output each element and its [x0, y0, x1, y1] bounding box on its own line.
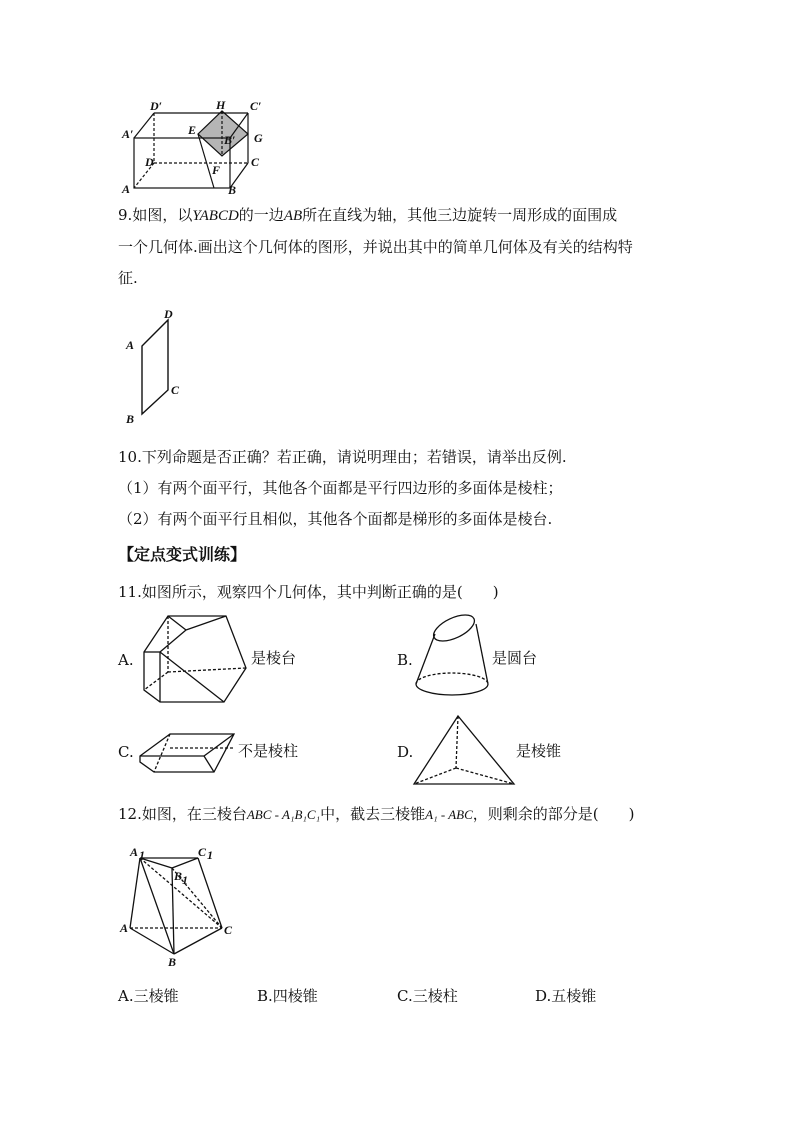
q11-option-d-text: 是棱锥 [516, 742, 562, 760]
frustum-label-b1-sub: 1 [182, 873, 188, 887]
frustum-label-c1: C [198, 845, 207, 859]
label-a: A [122, 182, 131, 196]
q9-line2: 一个几何体.画出这个几何体的图形，并说出其中的简单几何体及有关的结构特 [118, 238, 633, 256]
frustum-label-c1-sub: 1 [207, 848, 213, 862]
q11-option-b-letter: B. [397, 651, 413, 669]
q11-option-a-text: 是棱台 [251, 649, 297, 667]
label-e: E [188, 123, 197, 137]
q10-line3: （2）有两个面平行且相似，其他各个面都是梯形的多面体是棱台. [118, 510, 553, 528]
frustum-label-a1-sub: 1 [139, 848, 145, 862]
box-figure [118, 96, 278, 200]
para-label-b: B [126, 412, 135, 426]
q11-figure-a [136, 612, 252, 708]
label-b: B [228, 183, 237, 197]
label-bprime: B′ [224, 133, 236, 147]
q11-option-d-letter: D. [397, 743, 414, 761]
q12-stem: 12.如图，在三棱台ABC - A₁B₁C₁中，截去三棱锥A₁ - ABC，则剩余的部分是( ) [118, 805, 635, 823]
label-g: G [254, 131, 263, 145]
q12-option-b: B.四棱锥 [257, 987, 318, 1005]
q11-figure-d [410, 712, 518, 788]
label-aprime: A′ [122, 127, 134, 141]
q12-option-c: C.三棱柱 [397, 987, 458, 1005]
q11-option-b-text: 是圆台 [492, 649, 538, 667]
label-cprime: C′ [250, 99, 262, 113]
q11-option-c-text: 不是棱柱 [238, 742, 299, 760]
frustum-label-a1: A [130, 845, 139, 859]
label-f: F [212, 163, 221, 177]
q11-figure-c [134, 728, 240, 776]
label-d: D [145, 155, 154, 169]
frustum-label-b1: B [174, 869, 183, 883]
para-label-a: A [126, 338, 135, 352]
q11-option-a-letter: A. [118, 651, 134, 669]
section-title: 【定点变式训练】 [118, 545, 247, 564]
q12-frustum-figure [118, 842, 242, 970]
frustum-label-a: A [120, 921, 129, 935]
q11-stem: 11.如图所示，观察四个几何体，其中判断正确的是( ) [118, 583, 499, 601]
q12-option-d: D.五棱锥 [535, 987, 597, 1005]
q11-option-c-letter: C. [118, 743, 134, 761]
label-h: H [216, 98, 226, 112]
frustum-label-b: B [168, 955, 177, 969]
q9-line1: 9.如图，以YABCD的一边AB所在直线为轴，其他三边旋转一周形成的面围成 [118, 206, 618, 224]
label-dprime: D′ [150, 99, 163, 113]
para-label-c: C [171, 383, 180, 397]
label-c: C [251, 155, 260, 169]
q11-figure-b [410, 610, 492, 702]
frustum-label-c: C [224, 923, 233, 937]
q9-line3: 征. [118, 269, 138, 287]
q10-line2: （1）有两个面平行，其他各个面都是平行四边形的多面体是棱柱； [118, 479, 563, 497]
parallelogram-figure [120, 302, 200, 430]
q12-option-a: A.三棱锥 [118, 987, 179, 1005]
q10-line1: 10.下列命题是否正确？若正确，请说明理由；若错误，请举出反例. [118, 448, 567, 466]
para-label-d: D [164, 307, 173, 321]
